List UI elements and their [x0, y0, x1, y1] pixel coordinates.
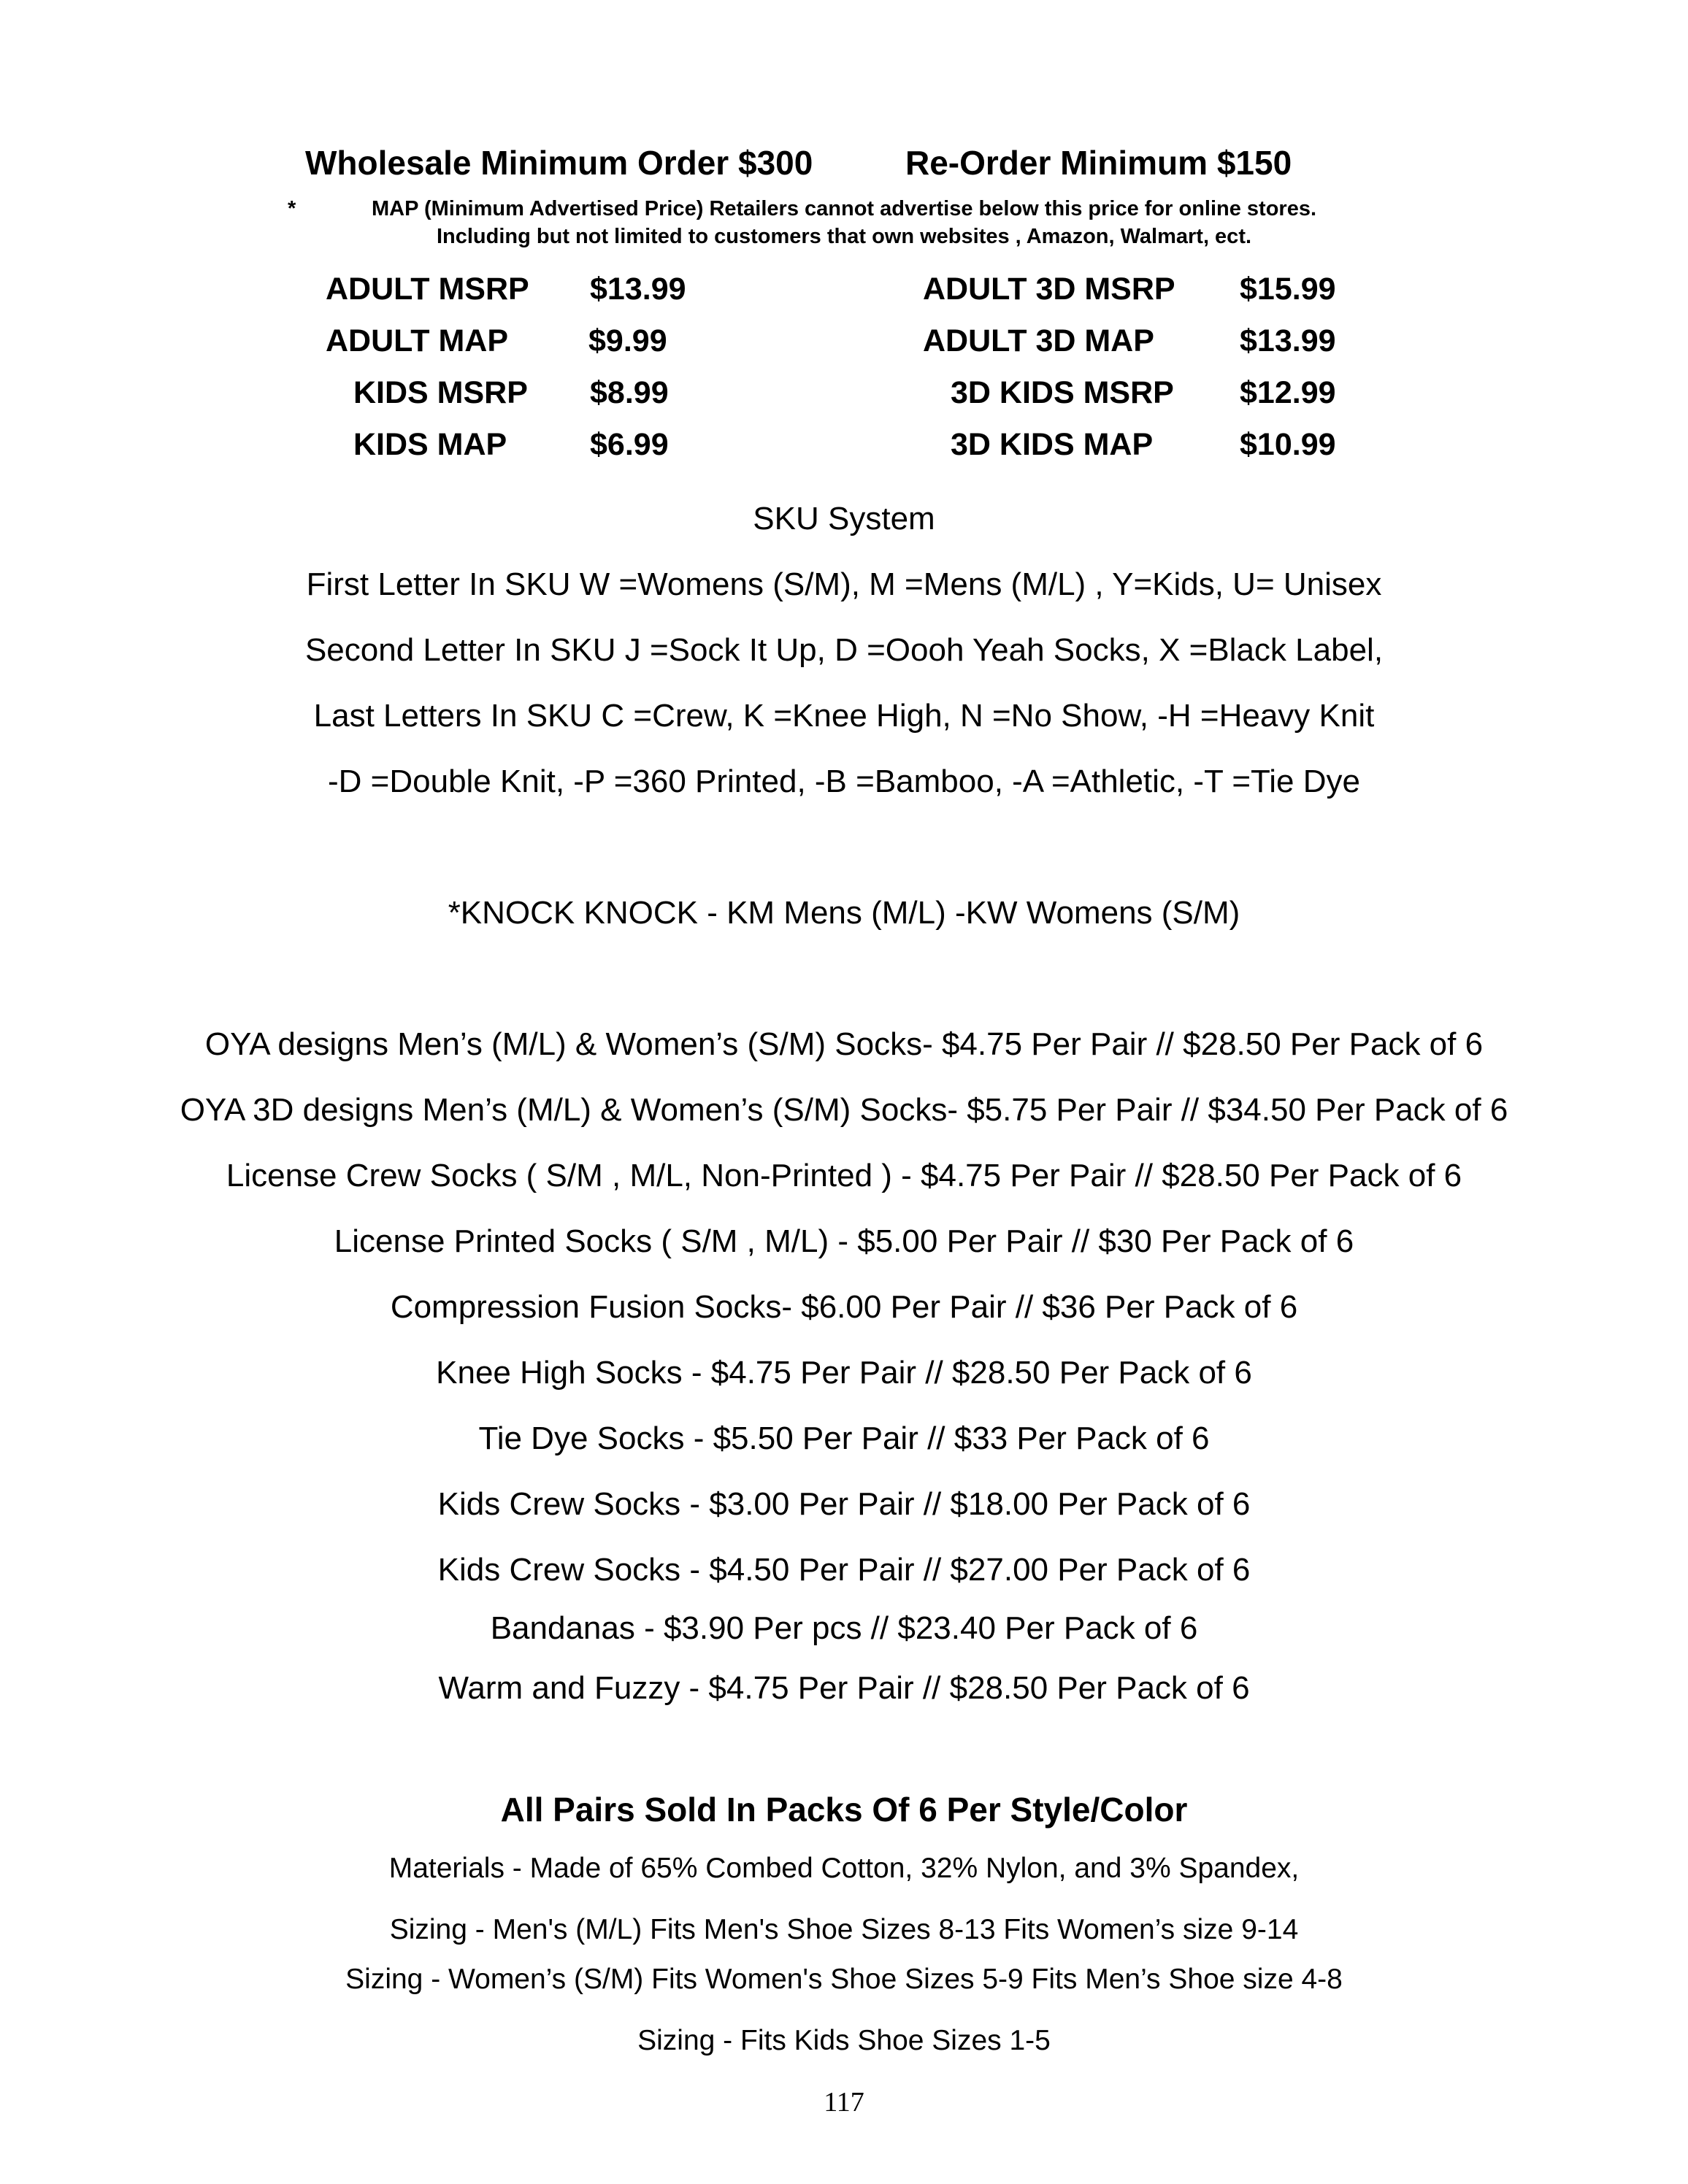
- price-label-3d-kids-map: 3D KIDS MAP: [951, 427, 1154, 462]
- sizing-womens-spec: Sizing - Women’s (S/M) Fits Women's Shoe Sizes 5-9 Fits Men’s Shoe size 4-8: [345, 1964, 1343, 1995]
- price-label-adult-map: ADULT MAP: [326, 323, 509, 358]
- minimum-order-heading: Wholesale Minimum Order $300: [305, 144, 813, 182]
- price-label-adult-3d-msrp: ADULT 3D MSRP: [923, 272, 1175, 307]
- price-line: Bandanas - $3.90 Per pcs // $23.40 Per Pack of 6: [490, 1610, 1198, 1646]
- price-line: OYA 3D designs Men’s (M/L) & Women’s (S/M) Socks- $5.75 Per Pair // $34.50 Per Pack of 6: [180, 1092, 1508, 1128]
- sku-line-last-letters: Last Letters In SKU C =Crew, K =Knee High, N =No Show, -H =Heavy Knit: [313, 698, 1375, 734]
- price-line: OYA designs Men’s (M/L) & Women’s (S/M) Socks- $4.75 Per Pair // $28.50 Per Pack of 6: [204, 1026, 1484, 1062]
- sku-line-second-letter: Second Letter In SKU J =Sock It Up, D =Oooh Yeah Socks, X =Black Label,: [304, 632, 1384, 668]
- price-line: Warm and Fuzzy - $4.75 Per Pair // $28.50 Per Pack of 6: [438, 1670, 1250, 1706]
- knock-knock-note: *KNOCK KNOCK - KM Mens (M/L) -KW Womens (S/M): [448, 895, 1240, 931]
- price-label-kids-map: KIDS MAP: [353, 427, 507, 462]
- price-line: Tie Dye Socks - $5.50 Per Pair // $33 Per Pack of 6: [478, 1420, 1210, 1456]
- sku-line-suffixes: -D =Double Knit, -P =360 Printed, -B =Bamboo, -A =Athletic, -T =Tie Dye: [328, 764, 1360, 799]
- sku-system-title: SKU System: [753, 501, 935, 537]
- price-label-kids-msrp: KIDS MSRP: [353, 375, 528, 410]
- price-line: Kids Crew Socks - $4.50 Per Pair // $27.00 Per Pack of 6: [437, 1552, 1251, 1588]
- price-line: Kids Crew Socks - $3.00 Per Pair // $18.00 Per Pack of 6: [437, 1486, 1251, 1522]
- sizing-kids-spec: Sizing - Fits Kids Shoe Sizes 1-5: [637, 2025, 1051, 2056]
- price-value-adult-3d-msrp: $15.99: [1240, 272, 1336, 307]
- price-line: License Printed Socks ( S/M , M/L) - $5.00 Per Pair // $30 Per Pack of 6: [334, 1223, 1354, 1259]
- page-number: 117: [824, 2087, 864, 2118]
- price-value-adult-msrp: $13.99: [590, 272, 686, 307]
- price-label-adult-3d-map: ADULT 3D MAP: [923, 323, 1154, 358]
- sku-line-first-letter: First Letter In SKU W =Womens (S/M), M =Mens (M/L) , Y=Kids, U= Unisex: [306, 566, 1382, 602]
- price-value-adult-map: $9.99: [588, 323, 667, 358]
- price-line: Compression Fusion Socks- $6.00 Per Pair // $36 Per Pack of 6: [390, 1289, 1298, 1325]
- price-line: License Crew Socks ( S/M , M/L, Non-Printed ) - $4.75 Per Pair // $28.50 Per Pack of 6: [226, 1158, 1462, 1193]
- price-label-adult-msrp: ADULT MSRP: [326, 272, 529, 307]
- price-line: Knee High Socks - $4.75 Per Pair // $28.50 Per Pack of 6: [436, 1355, 1252, 1391]
- price-value-kids-msrp: $8.99: [590, 375, 669, 410]
- price-value-adult-3d-map: $13.99: [1240, 323, 1336, 358]
- map-note-line-2: Including but not limited to customers that own websites , Amazon, Walmart, ect.: [436, 225, 1252, 248]
- materials-spec: Materials - Made of 65% Combed Cotton, 32% Nylon, and 3% Spandex,: [388, 1853, 1300, 1884]
- price-value-kids-map: $6.99: [590, 427, 669, 462]
- packs-note-heading: All Pairs Sold In Packs Of 6 Per Style/Color: [500, 1791, 1188, 1829]
- map-asterisk: *: [288, 197, 296, 220]
- price-label-3d-kids-msrp: 3D KIDS MSRP: [951, 375, 1174, 410]
- map-note-line-1: MAP (Minimum Advertised Price) Retailers cannot advertise below this price for online stores.: [371, 197, 1317, 220]
- price-value-3d-kids-map: $10.99: [1240, 427, 1336, 462]
- reorder-minimum-heading: Re-Order Minimum $150: [905, 144, 1292, 182]
- sizing-mens-spec: Sizing - Men's (M/L) Fits Men's Shoe Sizes 8-13 Fits Women’s size 9-14: [389, 1914, 1299, 1945]
- price-value-3d-kids-msrp: $12.99: [1240, 375, 1336, 410]
